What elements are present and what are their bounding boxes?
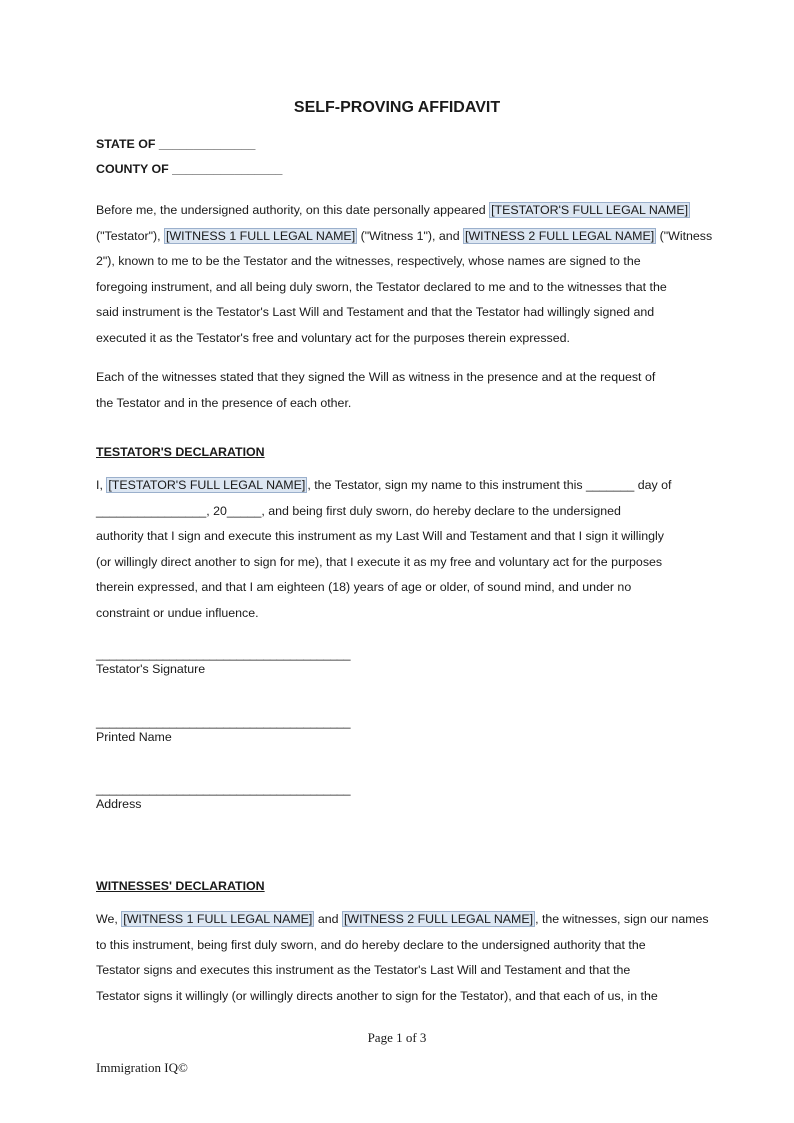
testator-decl-line-2: ________________, 20_____, and being first duly sworn, do hereby declare to the undersigned [96, 503, 621, 518]
county-line: COUNTY OF ________________ [96, 162, 283, 176]
witness1-name-field[interactable]: [WITNESS 1 FULL LEGAL NAME] [166, 228, 356, 243]
footer-credit: Immigration IQ© [96, 1060, 188, 1075]
address-label: Address [96, 797, 142, 811]
testator-signature-label: Testator's Signature [96, 662, 206, 676]
testator-declaration-paragraph [96, 473, 700, 627]
intro-paragraph [96, 198, 713, 352]
testator-name-field[interactable]: [TESTATOR'S FULL LEGAL NAME] [491, 203, 689, 217]
intro-line-4: foregoing instrument, and all being duly sworn, the Testator declared to me and to the witnesses that the [96, 279, 667, 294]
testator-signature-line[interactable]: ______________________________________ [96, 647, 351, 661]
witness2-name-field[interactable]: [WITNESS 2 FULL LEGAL NAME] [465, 228, 655, 243]
intro-line-2: ("Testator"), [WITNESS 1 FULL LEGAL NAME] ("Witness 1"), and [WITNESS 2 FULL LEGAL NAME] ("Witness [96, 228, 713, 243]
witnesses-decl-line-4: Testator signs it willingly (or willingly directs another to sign for the Testator), and that each of us, in the [96, 988, 658, 1003]
testator-declaration-heading: TESTATOR'S DECLARATION [96, 445, 265, 459]
testator-decl-line-3: authority that I sign and execute this instrument as my Last Will and Testament and that I sign it willingly [96, 529, 664, 544]
intro-line-5: said instrument is the Testator's Last Will and Testament and that the Testator had willingly signed and [96, 305, 655, 320]
testator-decl-line-4: (or willingly direct another to sign for me), that I execute it as my free and voluntary act for the purposes [96, 554, 663, 569]
witnesses-declaration-paragraph [96, 907, 709, 1009]
printed-name-label: Printed Name [96, 730, 172, 744]
testator-decl-line-6: constraint or undue influence. [96, 605, 259, 620]
witnesses-declaration-heading: WITNESSES' DECLARATION [96, 879, 265, 893]
intro-line-1: Before me, the undersigned authority, on this date personally appeared [TESTATOR'S FULL LEGAL NAME] [96, 203, 689, 217]
state-line: STATE OF ______________ [96, 137, 256, 151]
printed-name-line[interactable]: ______________________________________ [96, 715, 351, 729]
witnesses-decl-line-2: to this instrument, being first duly sworn, and do hereby declare to the undersigned authority that the [96, 937, 646, 952]
testator-name-field-2[interactable]: [TESTATOR'S FULL LEGAL NAME] [108, 478, 306, 492]
witness-statement-paragraph [96, 365, 700, 416]
testator-decl-line-5: therein expressed, and that I am eighteen (18) years of age or older, of sound mind, and under no [96, 580, 632, 595]
witnesses-decl-line-3: Testator signs and executes this instrument as the Testator's Last Will and Testament and that the [96, 963, 631, 978]
page-number: Page 1 of 3 [367, 1030, 427, 1045]
testator-decl-line-1: I, [TESTATOR'S FULL LEGAL NAME] , the Testator, sign my name to this instrument this _______ day of [96, 478, 672, 492]
address-line[interactable]: ______________________________________ [96, 782, 351, 796]
witness-statement-line-1: Each of the witnesses stated that they signed the Will as witness in the presence and at the request of [96, 370, 656, 384]
witnesses-decl-line-1: We, [WITNESS 1 FULL LEGAL NAME] and [WITNESS 2 FULL LEGAL NAME] , the witnesses, sign our names [96, 912, 709, 926]
witness-statement-line-2: the Testator and in the presence of each other. [96, 395, 352, 410]
intro-line-3: 2"), known to me to be the Testator and the witnesses, respectively, whose names are signed to the [96, 254, 641, 269]
intro-line-6: executed it as the Testator's free and voluntary act for the purposes therein expressed. [96, 330, 570, 345]
witness2-name-field-2[interactable]: [WITNESS 2 FULL LEGAL NAME] [343, 912, 534, 926]
document-title: SELF-PROVING AFFIDAVIT [293, 99, 501, 116]
witness1-name-field-2[interactable]: [WITNESS 1 FULL LEGAL NAME] [123, 912, 313, 926]
